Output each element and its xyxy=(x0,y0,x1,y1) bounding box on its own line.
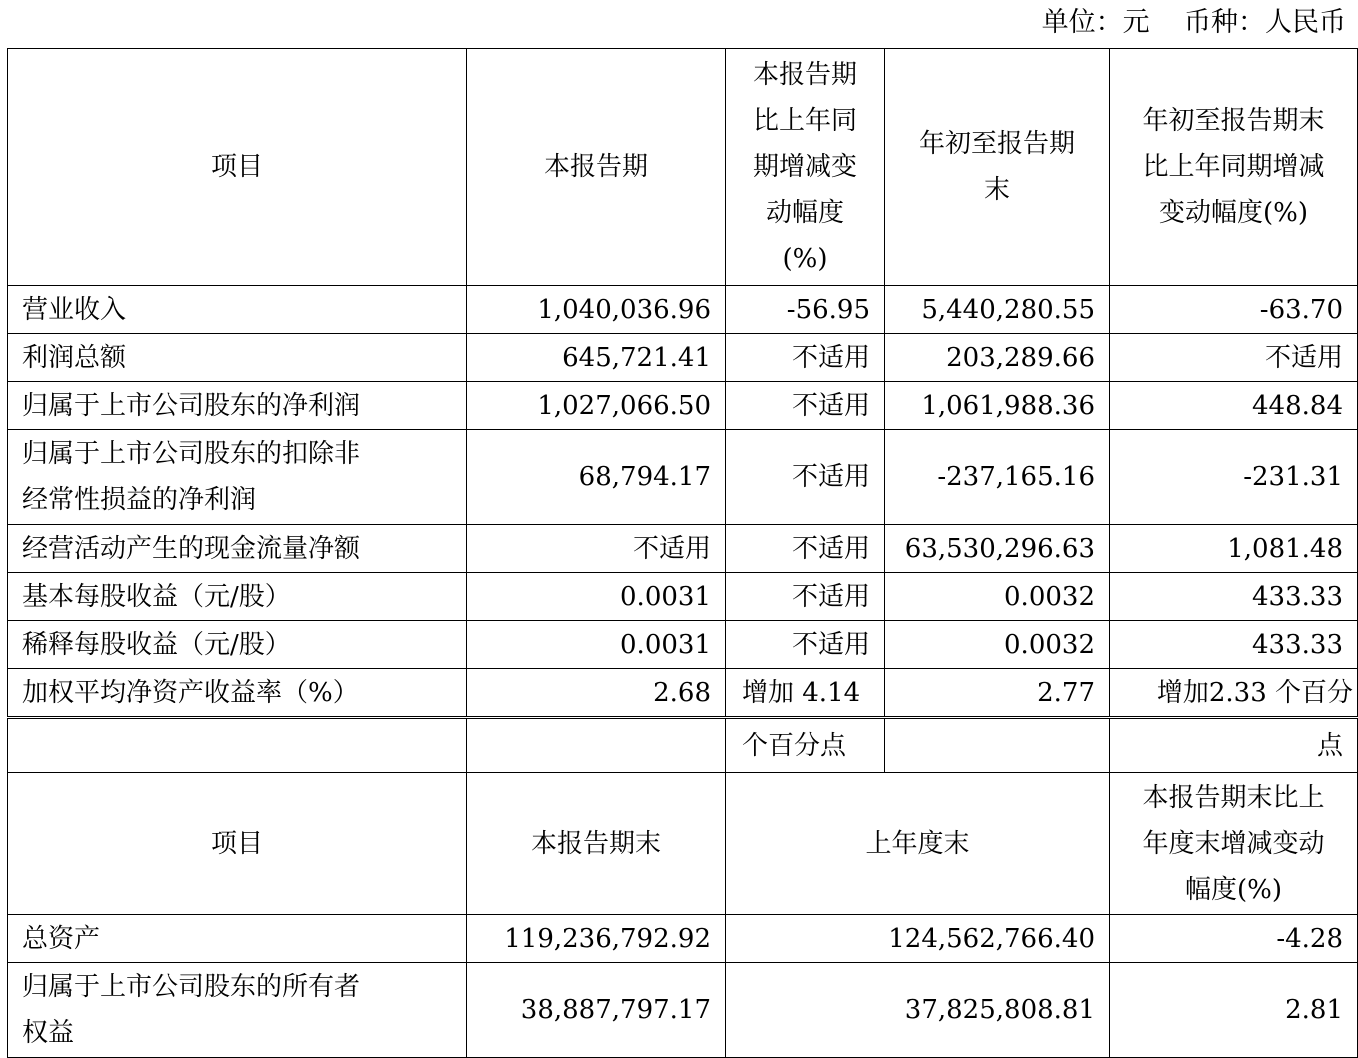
continuation-ytd-change: 点 xyxy=(1110,719,1358,773)
table-row: 营业收入 1,040,036.96 -56.95 5,440,280.55 -63.70 xyxy=(8,286,1358,334)
table-row: 归属于上市公司股东的扣除非 经常性损益的净利润 68,794.17 不适用 -237,165.16 -231.31 xyxy=(8,430,1358,525)
table-header-row xyxy=(8,49,1358,286)
header-prior-year-end: 上年度末 xyxy=(726,773,1110,915)
header-item: 项目 xyxy=(8,773,467,915)
main-financial-data-table xyxy=(7,48,1358,717)
header-ytd: 年初至报告期 末 xyxy=(885,49,1110,286)
table-row: 总资产 119,236,792.92 124,562,766.40 -4.28 xyxy=(8,915,1358,963)
table-row: 归属于上市公司股东的净利润 1,027,066.50 不适用 1,061,988.36 448.84 xyxy=(8,382,1358,430)
continuation-current-change: 个百分点 xyxy=(726,719,885,773)
table-row: 基本每股收益（元/股） 0.0031 不适用 0.0032 433.33 xyxy=(8,573,1358,621)
balance-sheet-table xyxy=(7,718,1358,1058)
table-row: 加权平均净资产收益率（%） 2.68 增加 4.14 2.77 增加2.33 个百分 xyxy=(8,669,1358,717)
header-current-change: 本报告期 比上年同 期增减变 动幅度 (%) xyxy=(726,49,885,286)
header-current-period: 本报告期 xyxy=(467,49,726,286)
unit-currency-line: 单位：元 币种：人民币 xyxy=(1041,7,1346,38)
table-row: 稀释每股收益（元/股） 0.0031 不适用 0.0032 433.33 xyxy=(8,621,1358,669)
table-row: 归属于上市公司股东的所有者 权益 38,887,797.17 37,825,808.81 2.81 xyxy=(8,963,1358,1058)
header-change: 本报告期末比上 年度末增减变动 幅度(%) xyxy=(1110,773,1358,915)
table-row: 利润总额 645,721.41 不适用 203,289.66 不适用 xyxy=(8,334,1358,382)
header-item: 项目 xyxy=(8,49,467,286)
header-ytd-change: 年初至报告期末 比上年同期增减 变动幅度(%) xyxy=(1110,49,1358,286)
table-row: 经营活动产生的现金流量净额 不适用 不适用 63,530,296.63 1,081.48 xyxy=(8,525,1358,573)
continuation-row xyxy=(8,719,1358,773)
header-period-end: 本报告期末 xyxy=(467,773,726,915)
table-header-row xyxy=(8,773,1358,915)
